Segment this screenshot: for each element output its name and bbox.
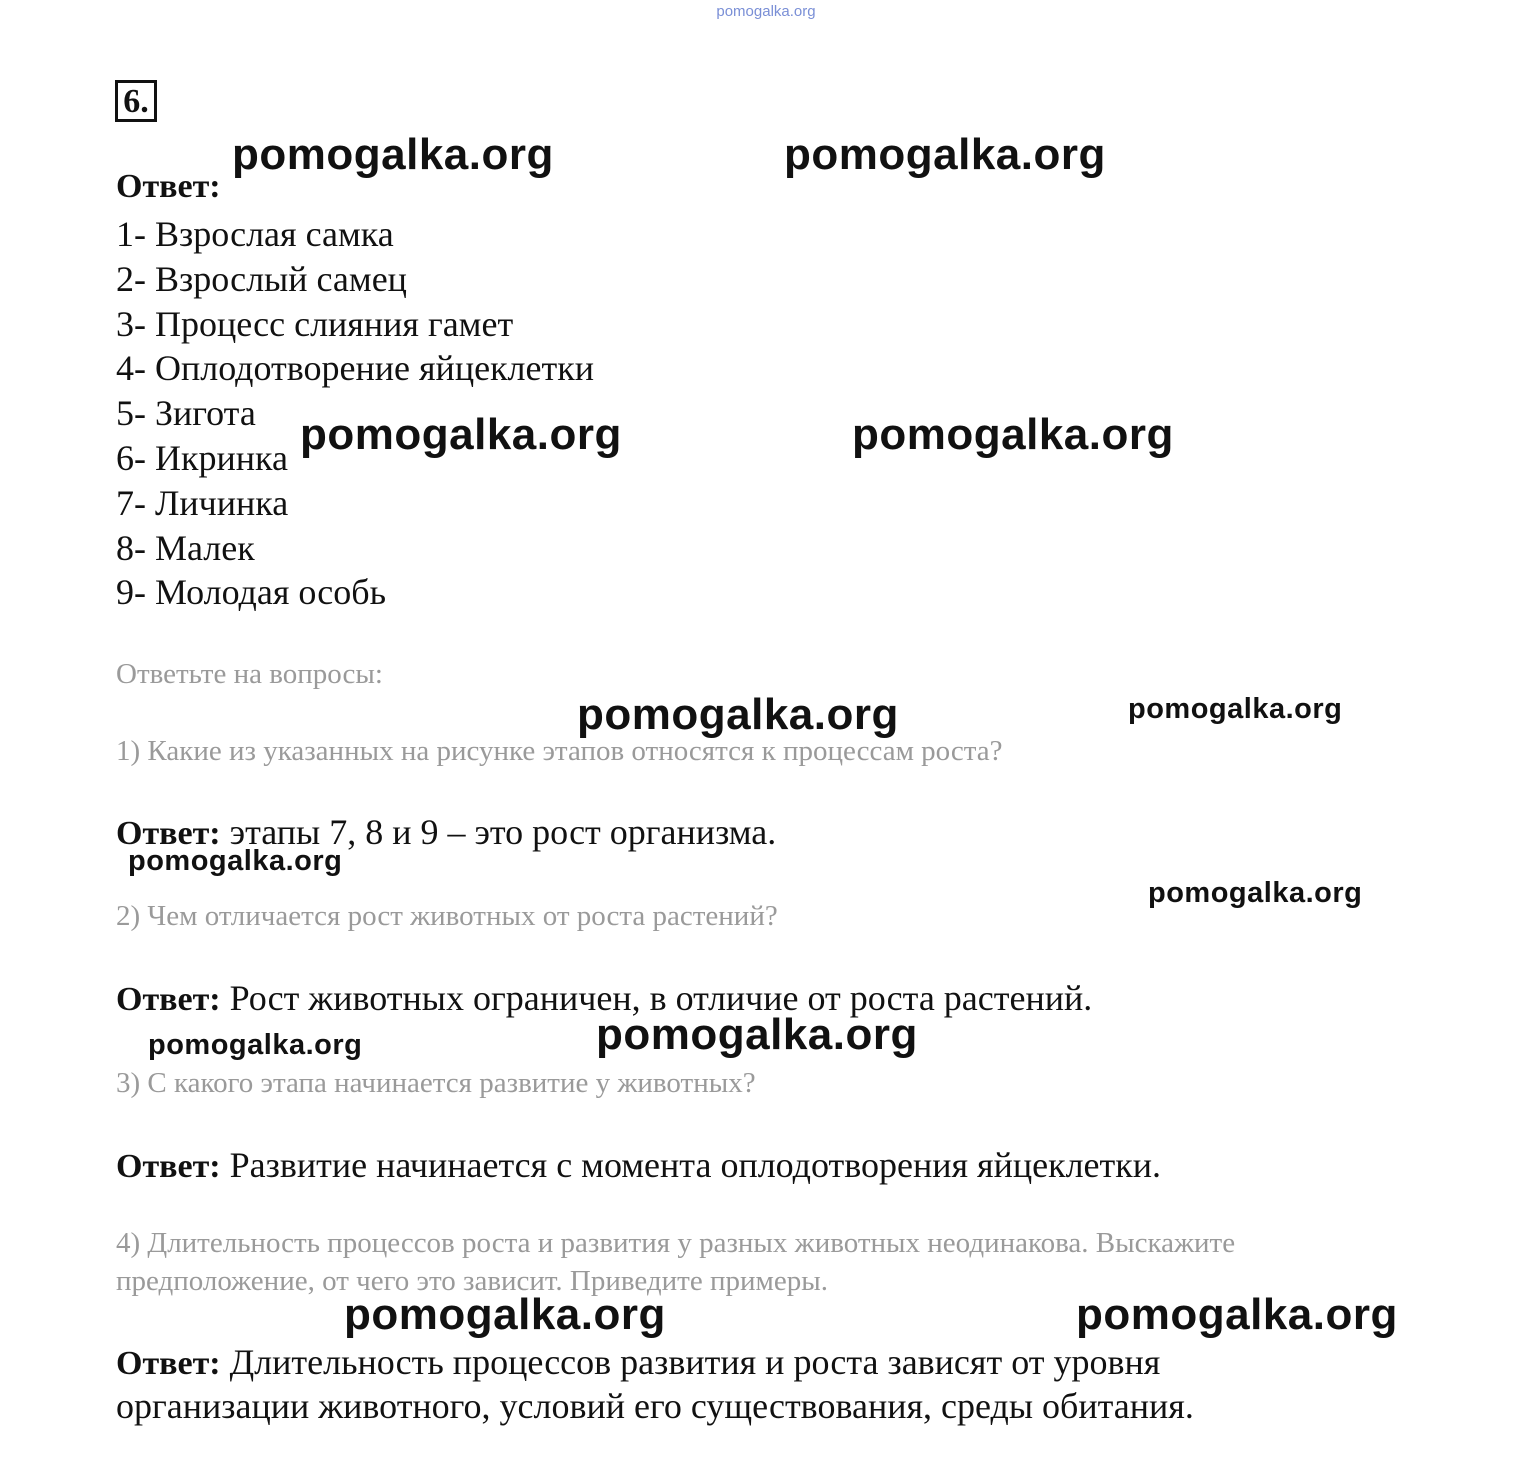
answer-text: Развитие начинается с момента оплодотворения яйцеклетки. — [229, 1145, 1162, 1185]
watermark: pomogalka.org — [1128, 693, 1343, 725]
list-item: 8- Малек — [116, 527, 255, 568]
watermark: pomogalka.org — [596, 1010, 918, 1059]
watermark: pomogalka.org — [148, 1029, 363, 1061]
list-item: 4- Оплодотворение яйцеклетки — [116, 348, 594, 389]
list-item: 9- Молодая особь — [116, 572, 387, 613]
answer-4 — [116, 1340, 1160, 1386]
watermark: pomogalka.org — [128, 845, 343, 877]
answer-label: Ответ: — [116, 815, 221, 852]
answer-label: Ответ: — [116, 981, 221, 1018]
list-item: 1- Взрослая самка — [116, 214, 394, 254]
answer-text: этапы 7, 8 и 9 – это рост организма. — [229, 812, 777, 852]
question-3: 3) С какого этапа начинается развитие у животных? — [116, 1067, 756, 1099]
watermark: pomogalka.org — [1076, 1290, 1398, 1339]
site-header-link[interactable]: pomogalka.org — [716, 3, 816, 20]
watermark: pomogalka.org — [1148, 877, 1363, 909]
list-item: 7- Личинка — [116, 482, 289, 523]
answer-label: Ответ: — [116, 1148, 221, 1185]
question-2: 2) Чем отличается рост животных от роста растений? — [116, 900, 778, 932]
question-1: 1) Какие из указанных на рисунке этапов относятся к процессам роста? — [116, 735, 1003, 767]
list-item: 3- Процесс слияния гамет — [116, 303, 514, 344]
question-4: 4) Длительность процессов роста и развития у разных животных неодинакова. Выскажите предположение, от чего это зависит. Приведите примеры. — [116, 1227, 1236, 1297]
answer-label: Ответ: — [116, 1345, 221, 1382]
list-item: 2- Взрослый самец — [116, 258, 407, 299]
answer-3 — [116, 1143, 1161, 1189]
watermark: pomogalka.org — [232, 130, 554, 179]
list-item: 5- Зигота — [116, 393, 256, 434]
answer-text: Рост животных ограничен, в отличие от роста растений. — [229, 978, 1093, 1018]
list-item: 6- Икринка — [116, 437, 288, 478]
watermark: pomogalka.org — [577, 690, 899, 739]
answer-text: Длительность процессов развития и роста зависят от уровня — [229, 1342, 1161, 1382]
questions-intro: Ответьте на вопросы: — [116, 658, 383, 690]
watermark: pomogalka.org — [852, 410, 1174, 459]
answer-heading: Ответ: — [116, 168, 221, 205]
watermark: pomogalka.org — [344, 1290, 666, 1339]
watermark: pomogalka.org — [300, 410, 622, 459]
watermark: pomogalka.org — [784, 130, 1106, 179]
answer-4-continued: организации животного, условий его существования, среды обитания. — [116, 1386, 1194, 1426]
task-number: 6. — [115, 80, 157, 122]
